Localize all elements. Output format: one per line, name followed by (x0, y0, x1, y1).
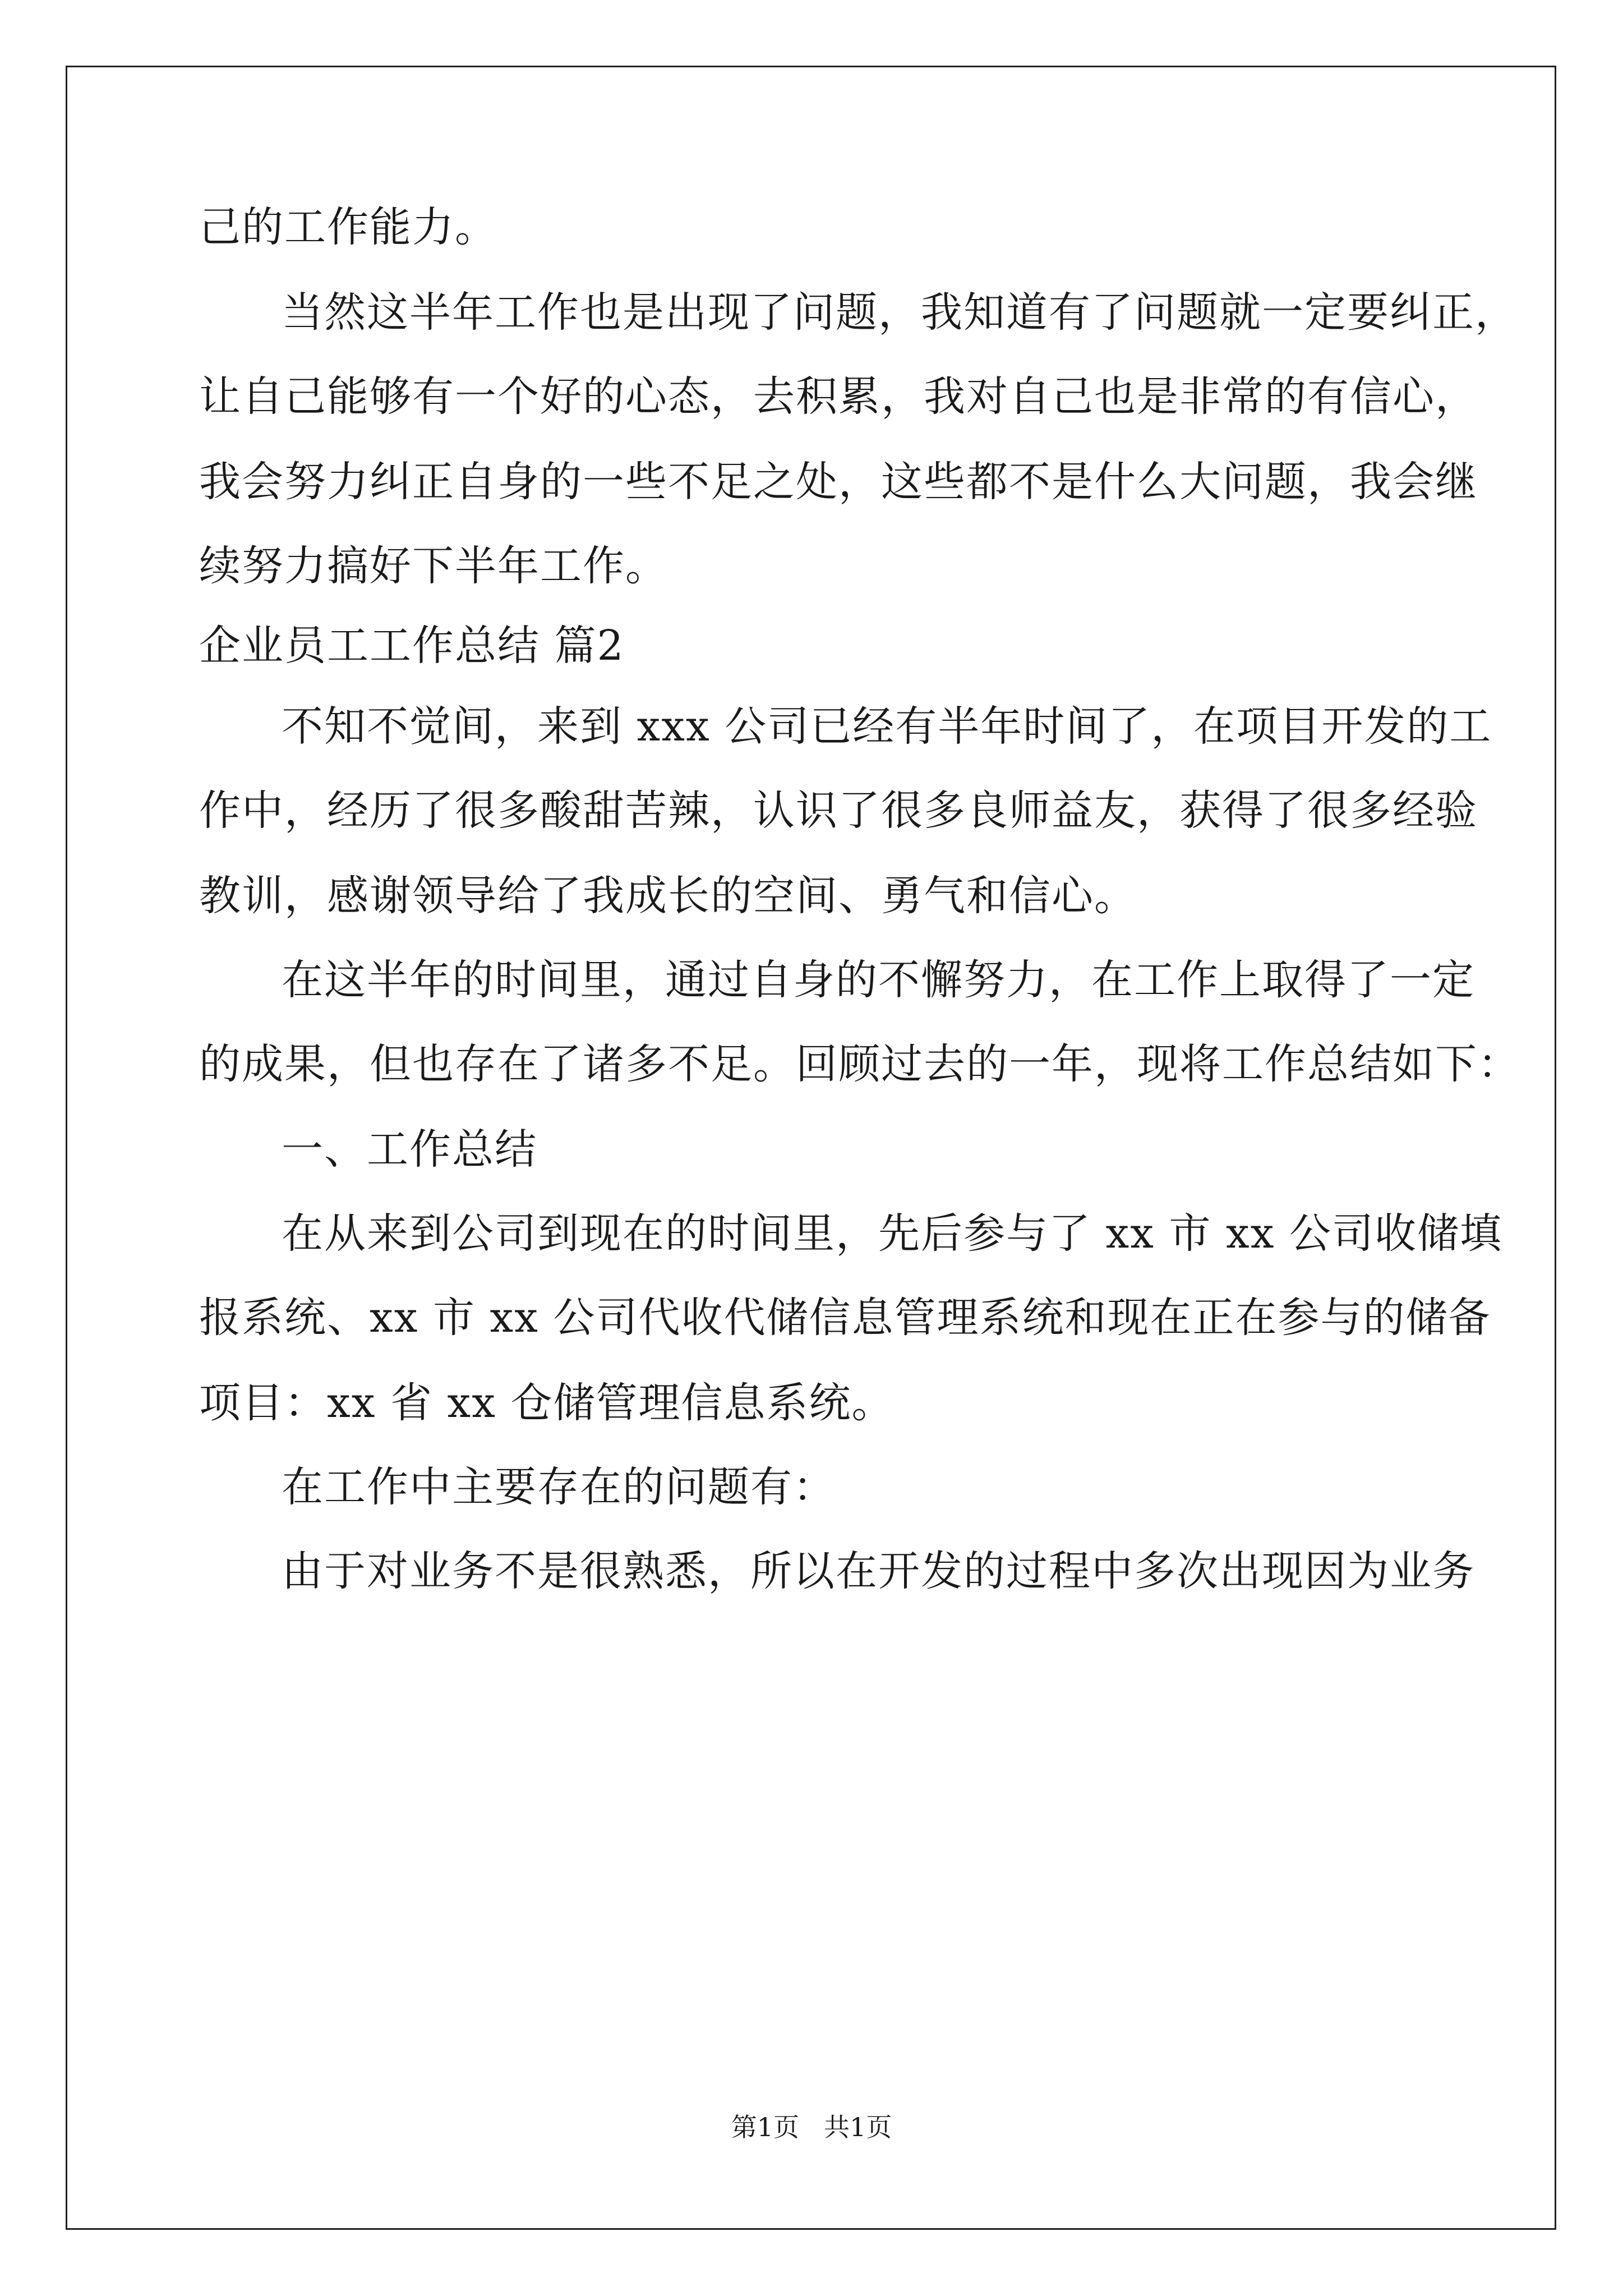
text-line: 我会努力纠正自身的一些不足之处，这些都不是什么大问题，我会继 (199, 458, 1478, 506)
text-line: 由于对业务不是很熟悉，所以在开发的过程中多次出现因为业务 (282, 1547, 1475, 1595)
page-total: 共1页 (824, 2112, 892, 2142)
text-line: 项目：xx 省 xx 仓储管理信息系统。 (199, 1379, 895, 1427)
page-footer (0, 2110, 1623, 2144)
text-line: 作中，经历了很多酸甜苦辣，认识了很多良师益友，获得了很多经验 (199, 786, 1478, 835)
text-line: 教训，感谢领导给了我成长的空间、勇气和信心。 (199, 872, 1137, 920)
text-line: 在这半年的时间里，通过自身的不懈努力，在工作上取得了一定 (282, 956, 1475, 1004)
text-line: 续努力搞好下半年工作。 (199, 542, 668, 590)
text-line: 在从来到公司到现在的时间里，先后参与了 xx 市 xx 公司收储填 (282, 1209, 1503, 1258)
text-line: 的成果，但也存在了诸多不足。回顾过去的一年，现将工作总结如下： (199, 1040, 1520, 1088)
text-line: 在工作中主要存在的问题有： (282, 1463, 836, 1511)
text-line: 让自己能够有一个好的心态，去积累，我对自己也是非常的有信心， (199, 372, 1478, 421)
page-number: 第1页 (731, 2112, 799, 2142)
section-heading: 企业员工工作总结 篇2 (199, 622, 625, 670)
text-line: 当然这半年工作也是出现了问题，我知道有了问题就一定要纠正， (282, 288, 1518, 337)
text-line: 己的工作能力。 (199, 203, 497, 251)
text-line: 报系统、xx 市 xx 公司代收代储信息管理系统和现在正在参与的储备 (199, 1294, 1491, 1342)
text-line: 不知不觉间，来到 xxx 公司已经有半年时间了，在项目开发的工 (282, 702, 1492, 751)
subheading: 一、工作总结 (282, 1125, 537, 1174)
